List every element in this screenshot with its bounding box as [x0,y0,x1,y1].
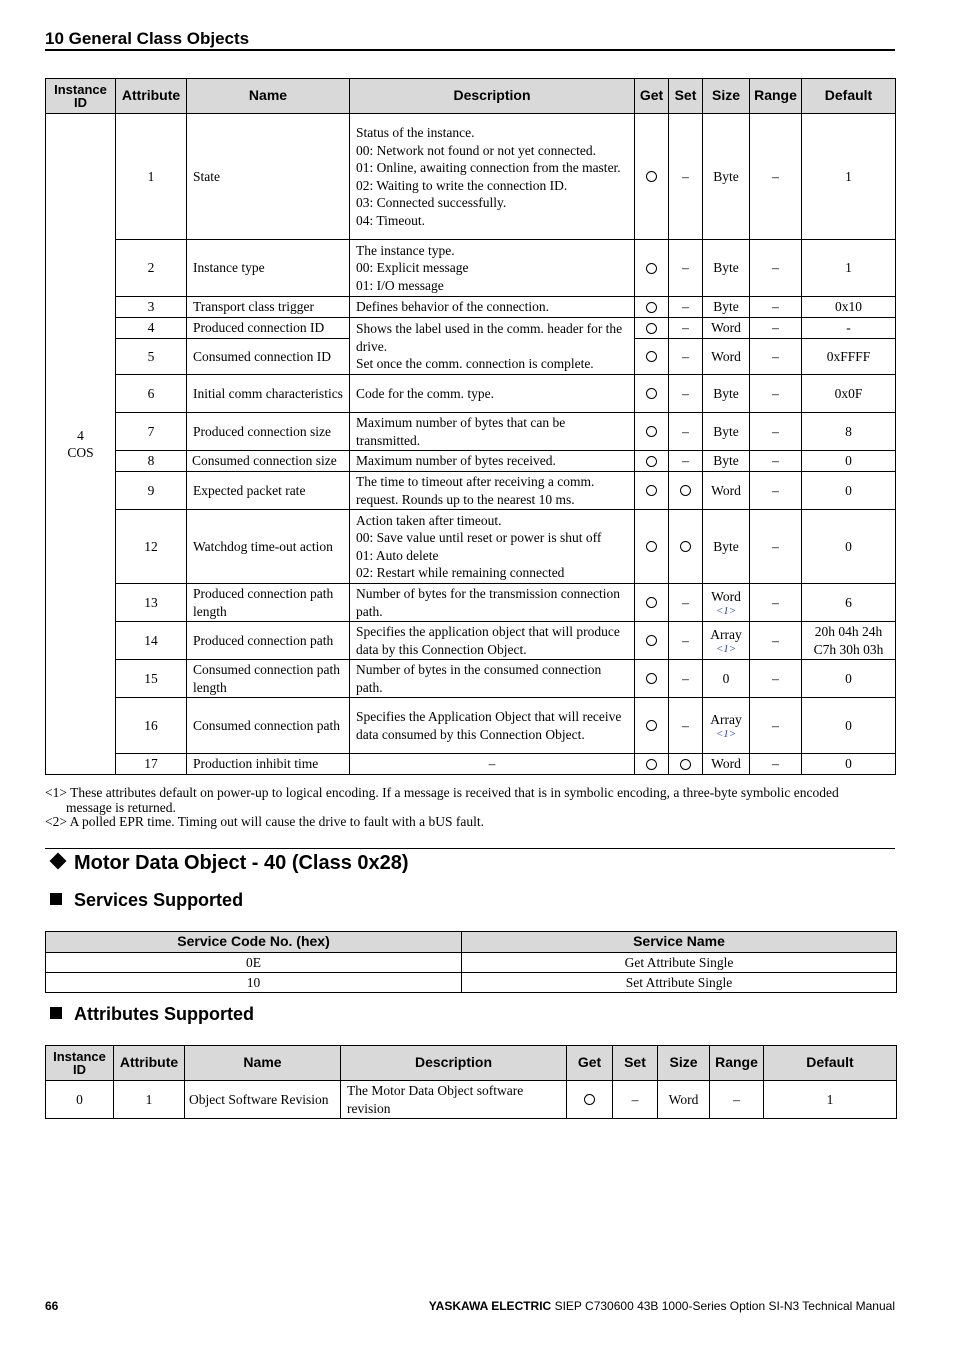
name-cell: Consumed connection ID [187,339,350,375]
set-cell: – [669,114,703,240]
table-row [46,510,896,584]
get-circle-icon [646,302,657,313]
range-cell: – [750,510,802,584]
set-circle-icon [680,485,691,496]
get-circle-icon [646,485,657,496]
description-cell: Specifies the Application Object that will receive data consumed by this Connection Object. [350,698,635,754]
get-circle-icon [646,351,657,362]
description-cell: Shows the label used in the comm. header for the drive. Set once the comm. connection is complete. [350,318,635,375]
attribute-cell: 1 [114,1081,185,1119]
page-number: 66 [45,1299,59,1313]
attribute-cell: 6 [116,375,187,413]
range-cell: – [750,339,802,375]
footnote-1-continued: message is returned. [66,799,176,815]
default-cell: 0 [802,510,896,584]
default-cell: 0 [802,698,896,754]
footer-document-title: YASKAWA ELECTRIC SIEP C730600 43B 1000-Series Option SI-N3 Technical Manual [428,1299,895,1313]
size-cell: Word [703,754,750,775]
header-service-name: Service Name [462,932,897,953]
get-cell [635,413,669,451]
section-rule [45,848,895,849]
set-cell: – [669,413,703,451]
range-cell: – [750,660,802,698]
attribute-cell: 17 [116,754,187,775]
footnote-2: <2> A polled EPR time. Timing out will cause the drive to fault with a bUS fault. [45,814,484,829]
description-cell: Status of the instance. 00: Network not found or not yet connected. 01: Online, awaiting connection from the master. 02: Waiting to write the connection ID. 03: Connected successfully. 04: Timeout. [350,114,635,240]
chapter-heading: 10 General Class Objects [45,29,250,48]
table-row [46,754,896,775]
attribute-cell: 3 [116,297,187,318]
default-cell: 8 [802,413,896,451]
get-cell [635,297,669,318]
default-cell: 1 [802,114,896,240]
header-name: Name [187,79,350,114]
range-cell: – [750,114,802,240]
name-cell: Expected packet rate [187,472,350,510]
size-cell: Byte [703,114,750,240]
attribute-cell: 2 [116,240,187,297]
header-set: Set [613,1046,658,1081]
size-cell: Word [658,1081,710,1119]
attribute-cell: 14 [116,622,187,660]
range-cell: – [750,297,802,318]
size-cell: Byte [703,510,750,584]
set-cell: – [669,622,703,660]
name-cell: Production inhibit time [187,754,350,775]
set-circle-icon [680,541,691,552]
set-cell [669,510,703,584]
set-cell: – [669,318,703,339]
get-cell [635,318,669,339]
set-cell: – [669,297,703,318]
instance-cell: 4 COS [46,114,116,775]
table-header-row [46,79,896,114]
range-cell: – [750,698,802,754]
get-cell [635,375,669,413]
header-set: Set [669,79,703,114]
header-description: Description [350,79,635,114]
range-cell: – [750,584,802,622]
attribute-cell: 12 [116,510,187,584]
attribute-cell: 1 [116,114,187,240]
range-cell: – [750,472,802,510]
name-cell: Transport class trigger [187,297,350,318]
get-circle-icon [646,323,657,334]
set-cell: – [669,339,703,375]
get-cell [567,1081,613,1119]
size-cell: Byte [703,297,750,318]
service-name-cell: Get Attribute Single [462,953,897,973]
size-cell: Array <1> [703,622,750,660]
name-cell: Consumed connection size [187,451,350,472]
get-cell [635,240,669,297]
header-get: Get [635,79,669,114]
get-cell [635,510,669,584]
attribute-cell: 9 [116,472,187,510]
table-row [46,472,896,510]
set-circle-icon [680,759,691,770]
attribute-cell: 7 [116,413,187,451]
name-cell: State [187,114,350,240]
default-cell: 0x0F [802,375,896,413]
header-default: Default [802,79,896,114]
diamond-bullet-icon [50,853,67,870]
get-circle-icon [646,426,657,437]
header-instance-id: Instance ID [46,79,116,114]
default-cell: 0 [802,451,896,472]
range-cell: – [750,622,802,660]
service-code-cell: 0E [46,953,462,973]
get-circle-icon [646,597,657,608]
header-default: Default [764,1046,897,1081]
description-cell: Number of bytes for the transmission connection path. [350,584,635,622]
table-footnotes [45,786,900,830]
description-cell: Action taken after timeout. 00: Save value until reset or power is shut off 01: Auto delete 02: Restart while remaining connected [350,510,635,584]
get-circle-icon [646,171,657,182]
name-cell: Watchdog time-out action [187,510,350,584]
table-row [46,660,896,698]
default-cell: 0 [802,754,896,775]
description-cell: – [350,754,635,775]
square-bullet-icon [50,1007,62,1019]
attributes-heading: Attributes Supported [50,1003,254,1025]
header-service-code: Service Code No. (hex) [46,932,462,953]
table-header-row [46,932,897,953]
description-cell: Number of bytes in the consumed connection path. [350,660,635,698]
size-cell: Byte [703,375,750,413]
name-cell: Consumed connection path length [187,660,350,698]
attribute-cell: 13 [116,584,187,622]
header-attribute: Attribute [114,1046,185,1081]
get-cell [635,622,669,660]
service-name-cell: Set Attribute Single [462,973,897,993]
header-range: Range [710,1046,764,1081]
square-bullet-icon [50,893,62,905]
name-cell: Object Software Revision [185,1081,341,1119]
header-size: Size [658,1046,710,1081]
size-cell: Byte [703,451,750,472]
set-cell: – [669,584,703,622]
set-cell: – [669,660,703,698]
range-cell: – [750,451,802,472]
name-cell: Produced connection size [187,413,350,451]
header-size: Size [703,79,750,114]
table-row [46,114,896,240]
section-title: Motor Data Object - 40 (Class 0x28) [48,850,409,876]
table-row [46,622,896,660]
default-cell: 1 [802,240,896,297]
get-circle-icon [646,456,657,467]
cos-attributes-table [45,78,896,775]
get-cell [635,451,669,472]
size-cell: Array <1> [703,698,750,754]
set-cell: – [669,698,703,754]
table-row [46,297,896,318]
table-row [46,240,896,297]
range-cell: – [750,318,802,339]
range-cell: – [710,1081,764,1119]
size-cell: Word [703,339,750,375]
table-row [46,584,896,622]
header-description: Description [341,1046,567,1081]
default-cell: 20h 04h 24h C7h 30h 03h [802,622,896,660]
get-circle-icon [646,263,657,274]
name-cell: Consumed connection path [187,698,350,754]
table-row [46,318,896,339]
size-cell: Word [703,318,750,339]
default-cell: 0xFFFF [802,339,896,375]
description-cell: The instance type. 00: Explicit message 01: I/O message [350,240,635,297]
name-cell: Initial comm characteristics [187,375,350,413]
table-row [46,698,896,754]
get-circle-icon [646,673,657,684]
header-get: Get [567,1046,613,1081]
header-name: Name [185,1046,341,1081]
description-cell: Maximum number of bytes received. [350,451,635,472]
attribute-cell: 15 [116,660,187,698]
default-cell: 6 [802,584,896,622]
default-cell: 0 [802,660,896,698]
range-cell: – [750,754,802,775]
size-cell: Word [703,472,750,510]
attribute-cell: 5 [116,339,187,375]
header-attribute: Attribute [116,79,187,114]
set-cell [669,754,703,775]
description-cell: Specifies the application object that will produce data by this Connection Object. [350,622,635,660]
get-circle-icon [584,1094,595,1105]
get-cell [635,754,669,775]
table-row [46,451,896,472]
name-cell: Produced connection ID [187,318,350,339]
attribute-cell: 16 [116,698,187,754]
range-cell: – [750,413,802,451]
range-cell: – [750,375,802,413]
description-cell: The Motor Data Object software revision [341,1081,567,1119]
motor-data-attributes-table [45,1045,897,1119]
get-circle-icon [646,635,657,646]
get-cell [635,472,669,510]
footnote-ref: <1> [715,728,737,741]
get-cell [635,339,669,375]
size-cell: Byte [703,240,750,297]
table-row [46,413,896,451]
services-heading: Services Supported [50,889,243,911]
name-cell: Produced connection path [187,622,350,660]
table-header-row [46,1046,897,1081]
get-cell [635,114,669,240]
header-range: Range [750,79,802,114]
table-row [46,973,897,993]
footnote-ref: <1> [715,605,737,618]
default-cell: - [802,318,896,339]
description-cell: Defines behavior of the connection. [350,297,635,318]
get-cell [635,660,669,698]
size-cell: Byte [703,413,750,451]
range-cell: – [750,240,802,297]
get-circle-icon [646,720,657,731]
get-cell [635,698,669,754]
name-cell: Produced connection path length [187,584,350,622]
set-cell: – [669,240,703,297]
footnote-1: <1> These attributes default on power-up to logical encoding. If a message is received that is in symbolic encoding, a three-byte symbolic encoded [45,785,839,800]
set-cell: – [669,451,703,472]
table-row [46,953,897,973]
size-cell: 0 [703,660,750,698]
description-cell: The time to timeout after receiving a comm. request. Rounds up to the nearest 10 ms. [350,472,635,510]
table-row [46,1081,897,1119]
chapter-rule [45,49,895,51]
header-instance-id: Instance ID [46,1046,114,1081]
set-cell: – [613,1081,658,1119]
get-circle-icon [646,388,657,399]
set-cell: – [669,375,703,413]
description-cell: Maximum number of bytes that can be transmitted. [350,413,635,451]
set-cell [669,472,703,510]
attribute-cell: 8 [116,451,187,472]
get-cell [635,584,669,622]
default-cell: 1 [764,1081,897,1119]
services-table [45,931,897,993]
service-code-cell: 10 [46,973,462,993]
default-cell: 0 [802,472,896,510]
get-circle-icon [646,759,657,770]
get-circle-icon [646,541,657,552]
description-cell: Code for the comm. type. [350,375,635,413]
attribute-cell: 4 [116,318,187,339]
footnote-ref: <1> [715,643,737,656]
table-row [46,375,896,413]
default-cell: 0x10 [802,297,896,318]
size-cell: Word <1> [703,584,750,622]
name-cell: Instance type [187,240,350,297]
instance-cell: 0 [46,1081,114,1119]
